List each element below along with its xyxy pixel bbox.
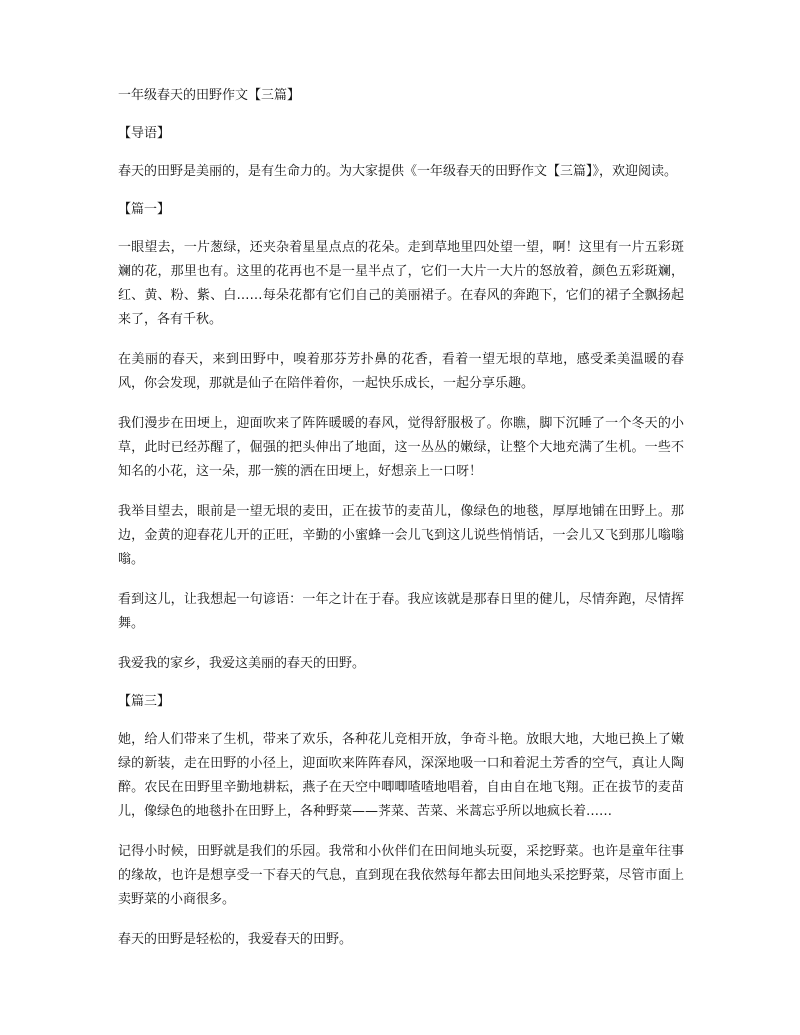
section-1-paragraph: 看到这儿，让我想起一句谚语：一年之计在于春。我应该就是那春日里的健儿，尽情奔跑，尽情挥舞。: [118, 592, 684, 631]
section-1-paragraph: 在美丽的春天，来到田野中，嗅着那芬芳扑鼻的花香，看着一望无垠的草地，感受柔美温暖的春风，你会发现，那就是仙子在陪伴着你，一起快乐成长，一起分享乐趣。: [118, 352, 684, 391]
intro-paragraph: 春天的田野是美丽的，是有生命力的。为大家提供《一年级春天的田野作文【三篇】》，欢迎阅读。: [118, 164, 678, 179]
section-1-label: 【篇一】: [118, 202, 171, 217]
section-3-paragraph: 春天的田野是轻松的，我爱春天的田野。: [118, 932, 353, 947]
section-1-paragraph: 我举目望去，眼前是一望无垠的麦田，正在拔节的麦苗儿，像绿色的地毯，厚厚地铺在田野上。那边，金黄的迎春花儿开的正旺，辛勤的小蜜蜂一会儿飞到这儿说些悄悄话，一会儿又飞到那儿嗡嗡嗡。: [118, 504, 684, 567]
section-1: [118, 200, 684, 676]
intro-label: 【导语】: [118, 126, 171, 141]
section-3: [118, 692, 684, 952]
section-3-label: 【篇三】: [118, 694, 171, 709]
document-title: 一年级春天的田野作文【三篇】: [118, 88, 301, 103]
section-1-paragraph: 一眼望去，一片葱绿，还夹杂着星星点点的花朵。走到草地里四处望一望，啊！这里有一片五彩斑斓的花，那里也有。这里的花再也不是一星半点了，它们一大片一大片的怒放着，颜色五彩斑斓，红、黄、粉、紫、白……每朵花都有它们自己的美丽裙子。在春风的奔跑下，它们的裙子全飘扬起来了，各有千秋。: [118, 240, 684, 327]
document-page: [118, 86, 684, 968]
section-1-paragraph: 我爱我的家乡，我爱这美丽的春天的田野。: [118, 656, 366, 671]
section-3-paragraph: 她，给人们带来了生机，带来了欢乐，各种花儿竞相开放，争奇斗艳。放眼大地，大地已换上了嫩绿的新装，走在田野的小径上，迎面吹来阵阵春风，深深地吸一口和着泥土芳香的空气，真让人陶醉。农民在田野里辛勤地耕耘，燕子在天空中唧唧喳喳地唱着，自由自在地飞翔。正在拔节的麦苗儿，像绿色的地毯扑在田野上，各种野菜——荠菜、苦菜、米蒿忘乎所以地疯长着……: [118, 732, 684, 819]
section-1-paragraph: 我们漫步在田埂上，迎面吹来了阵阵暖暖的春风，觉得舒服极了。你瞧，脚下沉睡了一个冬天的小草，此时已经苏醒了，倔强的把头伸出了地面，这一丛丛的嫩绿，让整个大地充满了生机。一些不知名的小花，这一朵，那一簇的洒在田埂上，好想亲上一口呀！: [118, 416, 684, 479]
section-3-paragraph: 记得小时候，田野就是我们的乐园。我常和小伙伴们在田间地头玩耍，采挖野菜。也许是童年往事的缘故，也许是想享受一下春天的气息，直到现在我依然每年都去田间地头采挖野菜，尽管市面上卖野菜的小商很多。: [118, 844, 684, 907]
